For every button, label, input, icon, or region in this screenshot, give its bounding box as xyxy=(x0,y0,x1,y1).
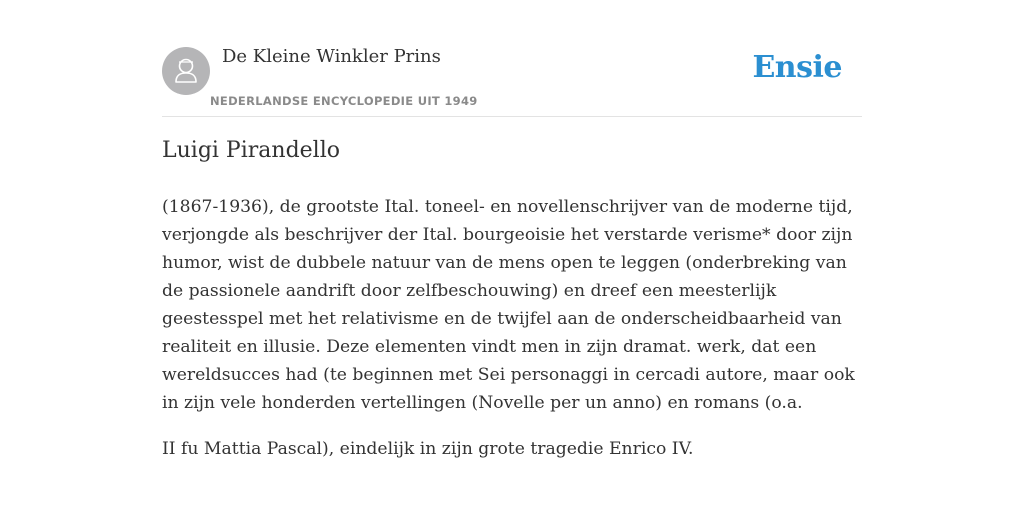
source-title[interactable]: De Kleine Winkler Prins xyxy=(222,46,441,67)
source-header xyxy=(162,46,862,117)
user-avatar-icon[interactable] xyxy=(162,47,210,95)
brand-logo[interactable]: Ensie xyxy=(752,50,842,85)
article-title: Luigi Pirandello xyxy=(162,138,340,163)
article-paragraph: II fu Mattia Pascal), eindelijk in zijn grote tragedie Enrico IV. xyxy=(162,439,694,459)
article-paragraph: (1867-1936), de grootste Ital. toneel- en novellenschrijver van de moderne tijd, verjongde als beschrijver der Ital. bourgeoisie het verstarde verisme* door zijn humor, wist de dubbele natuur van de mens open te leggen (onderbreking van de passionele aandrift door zelfbeschouwing) en dreef een meesterlijk geestesspel met het relativisme en de twijfel aan de onderscheidbaarheid van realiteit en illusie. Deze elementen vindt men in zijn dramat. werk, dat een wereldsucces had (te beginnen met Sei personaggi in cercadi autore, maar ook in zijn vele honderden vertellingen (Novelle per un anno) en romans (o.a. xyxy=(162,197,855,413)
source-subtitle: NEDERLANDSE ENCYCLOPEDIE UIT 1949 xyxy=(210,94,478,108)
article-body xyxy=(162,193,872,481)
